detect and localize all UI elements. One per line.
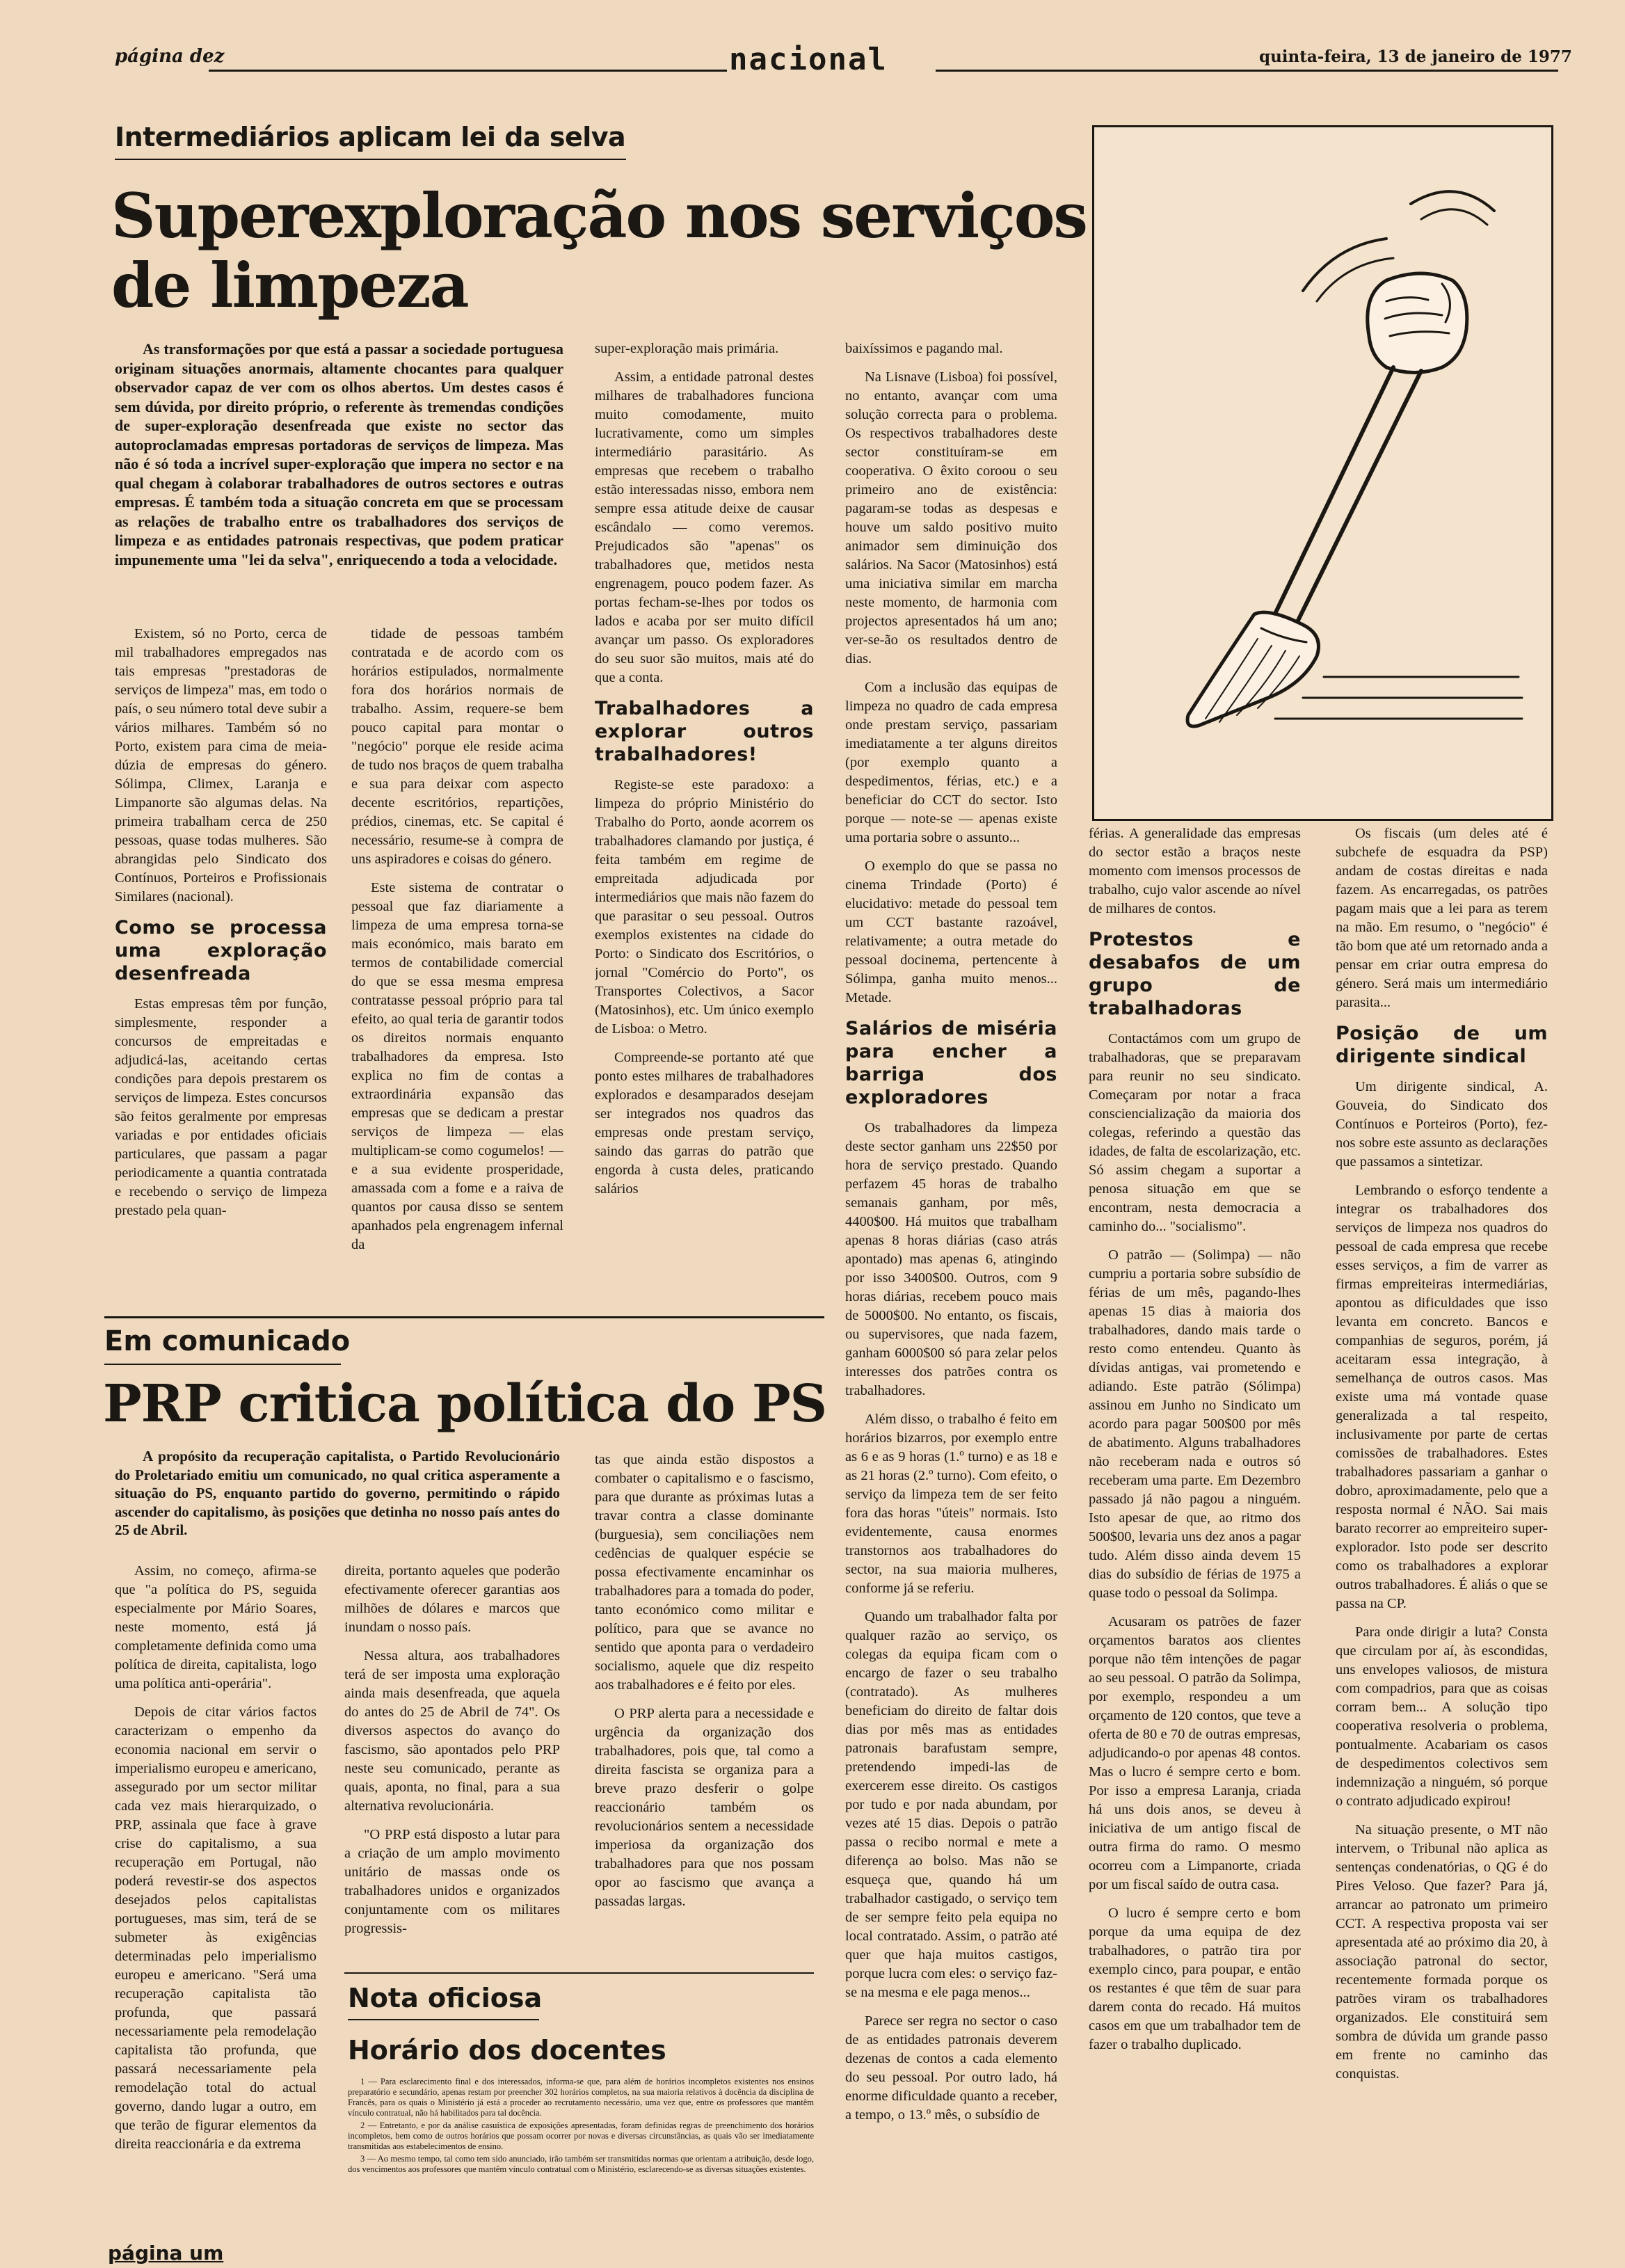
article2-lead: A propósito da recuperação capitalista, o Partido Revolucionário do Proletariado emitiu um comunicado, no qual critica asperamente a situação do PS, enquanto partido do governo, permitindo o rápido ascender do capitalismo, às posições que detinha no nosso país antes do 25 de Abril. (115, 1448, 560, 1538)
article-kicker: Intermediários aplicam lei da selva (115, 122, 626, 152)
article-column-2: tidade de pessoas também contratada e de acordo com os horários estipulados, normalmente fora dos horários normais de trabalho. Assim, requere-se bem pouco capital para montar o "negócio" porque ele reside acima de tudo nos braços de quem trabalha e sua para deixar com aspecto decente escritórios, repartições, prédios, cinemas, etc. Se capital é necessário, resume-se à compra de uns aspiradores e coisas do género. Este sistema de contratar o pessoal que faz diariamente a limpeza de uma empresa torna-se mais económico, mais barato em termos de contabilidade comercial do que se essa mesma empresa contratasse pessoal próprio para tal efeito, ao qual teria de garantir todos os direitos normais enquanto trabalhadores da empresa. Isto explica no fim de contas a extraordinária expansão das empresas que se dedicam a prestar serviços de limpeza — elas multiplicam-se como cogumelos! — e a sua evidente prosperidade, amassada com a fome e a raiva de quantos por causa disso se sentem apanhados pela engrenagem infernal da (351, 626, 563, 1252)
article-column-5: férias. A generalidade das empresas do sector estão a braços neste momento com imensos processos de trabalho, cujo valor ascende ao nível de milhares de contos. Protestos e desabafos de um grupo de trabalhadoras Contactámos com um grupo de trabalhadoras, que se preparavam para reunir no seu sindicato. Começaram por notar a fraca consciencialização da maioria dos colegas, referindo a questão das idades, de falta de escolarização, etc. Só assim chegam a suportar a penosa situação em que se encontram, nesta democracia a caminho do... "socialismo". O patrão — (Solimpa) — não cumpriu a portaria sobre subsídio de férias de um mês, pagando-lhes apenas 15 dias à maioria dos trabalhadores, dando mais tarde o resto como entendeu. Quanto às dívidas antigas, vai prometendo e adiando. Este patrão (Sólimpa) assinou em Junho no Sindicato um acordo para pagar 500$00 por mês de abatimento. Alguns trabalhadores não receberam nada e outros só receberam uma parte. Em Dezembro passado já não pagou a ninguém. Isto apesar de que, ao ritmo dos 500$00, levaria uns dez anos a pagar tudo. Além disso ainda devem 15 dias do subsídio de férias de 1975 a quase todo o pessoal da Solimpa. Acusaram os patrões de fazer orçamentos baratos aos clientes porque não têm intenções de pagar ao seu pessoal. O patrão da Solimpa, por exemplo, respondeu a um orçamento de 120 contos, que teve a oferta de 80 e 70 de outras empresas, adjudicando-o por apenas 48 contos. Mas o lucro é sempre certo e bom. Por isso a empresa Laranja, criada há uns dois anos, se deveu à iniciativa de um antigo fiscal de outra firma do ramo. O mesmo ocorreu com a Limpanorte, criada por um fiscal saído de outra casa. O lucro é sempre certo e bom porque da uma equipa de dez trabalhadores, o patrão tira por exemplo cinco, para poupar, e então os restantes é que têm de suar para darem conta do recado. Há muitos casos em que um trabalhador tem de fazer o trabalho duplicado. (1089, 826, 1301, 2052)
header-rule-left (209, 70, 727, 72)
article2-title: PRP critica política do PS (103, 1374, 827, 1434)
title-line-2: de limpeza (111, 249, 468, 321)
illustration-frame (1092, 125, 1553, 821)
jump-label: página um (108, 2242, 224, 2265)
article-column-4: baixíssimos e pagando mal. Na Lisnave (Lisboa) foi possível, no entanto, avançar com uma solução correcta para o problema. Os respectivos trabalhadores deste sector constituíram-se em cooperativa. O êxito coroou o seu primeiro ano de existência: pagaram-se todas as despesas e houve um saldo positivo muito animador sem diminuição dos salários. Na Sacor (Matosinhos) está uma iniciativa similar em marcha neste momento, de harmonia com projectos apresentados há um ano; ver-se-ão os resultados dentro de dias. Com a inclusão das equipas de limpeza no quadro de cada empresa onde prestam serviço, passariam imediatamente a ter alguns direitos (por exemplo quanto a despedimentos, férias, etc.) e a beneficiar do CCT do sector. Isto porque — note-se — apenas existe uma portaria sobre o assunto... O exemplo do que se passa no cinema Trindade (Porto) é elucidativo: metade do pessoal tem um CCT bastante razoável, relativamente; a outra metade do pessoal docinema, pertencente à Sólimpa, ganha muito menos... Metade. Salários de miséria para encher a barriga dos exploradores Os trabalhadores da limpeza deste sector ganham uns 22$50 por hora de serviço prestado. Quando perfazem 45 horas de trabalho semanais ganham, por mês, 4400$00. Há muitos que trabalham apenas 8 horas diárias (caso atrás apontado) mas apenas 6, atingindo por isso 3400$00. Outros, com 9 horas diárias, recebem pouco mais de 5000$00. No entanto, os fiscais, ou supervisores, que nada fazem, ganham 6000$00 só para zelar pelos interesses dos patrões contra os trabalhadores. Além disso, o trabalho é feito em horários bizarros, por exemplo entre as 6 e as 9 horas (1.º turno) e as 18 e as 21 horas (2.º turno). Com efeito, o serviço da limpeza tem de ser feito fora das horas "úteis" normais. Isto evidentemente, causa enormes transtornos aos trabalhadores do sector, na sua maioria mulheres, conforme já se referiu. Quando um trabalhador falta por qualquer razão ao serviço, os colegas da equipa ficam com o encargo de fazer o seu trabalho (contratado). As mulheres beneficiam do direito de faltar dois dias por mês mas as entidades patronais barafustam sempre, pretendendo impedi-las de exercerem esse direito. Os castigos por tudo e por nada abundam, por vezes até 15 dias. Depois o patrão passa o recibo normal e mete a diferença ao bolso. Mas não se esqueça que, quando há um trabalhador castigado, o serviço tem de ser sempre feito pela equipa no local contratado. Assim, o patrão até quer que haja muitos castigos, porque lucra com eles: o serviço faz-se na mesma e ele paga menos... Parece ser regra no sector o caso de as entidades patronais deverem dezenas de contos a cada elemento do seu pessoal. Por outro lado, há enorme dificuldade quanto a receber, a tempo, o 13.º mês, o subsídio de (845, 341, 1057, 2123)
kicker-underline (115, 159, 626, 160)
article2-kicker: Em comunicado (104, 1325, 351, 1357)
article-separator (104, 1316, 824, 1318)
issue-date: quinta-feira, 13 de janeiro de 1977 (1259, 47, 1572, 66)
article2-column-3: tas que ainda estão dispostos a combater o capitalismo e o fascismo, para que durante as próximas lutas a travar contra a classe dominante (burguesia), sem conciliações nem cedências de qualquer espécie se possa efectivamente encaminhar os trabalhadores para a tomada do poder, tanto económico como militar e político, para que se avance no sentido que aponta para o verdadeiro socialismo, aquele que diz respeito aos trabalhadores e é feito por eles. O PRP alerta para a necessidade e urgência da organização dos trabalhadores, pois que, tal como a direita fascista se organiza para a breve prazo desferir o golpe reaccionário também os revolucionários sentem a necessidade imperiosa da organização dos trabalhadores para que nos possam opor ao fascismo que avança a passadas largas. (595, 1452, 814, 1909)
title-line-1: Superexploração nos serviços (111, 179, 1087, 252)
article3-kicker: Nota oficiosa (348, 1983, 543, 2013)
article3-notes: 1 — Para esclarecimento final e dos interessados, informa-se que, para além de horários incompletos existentes nos ensinos preparatório e secundário, apenas restam por preencher 302 horários completos, na sua maioria relativos à docência da disciplina de Francês, para os quais o Ministério já está a proceder ao recrutamento necessário, uma vez que, entre os professores que mantêm vínculo contratual, não há habilitados para tal docência. 2 — Entretanto, e por da análise casuística de exposições apresentadas, foram definidas regras de preenchimento dos horários incompletos, bem como de outros horários que possam ocorrer por novas e diversas circunstâncias, as quais vão ser imediatamente transmitidas aos estabelecimentos de ensino. 3 — Ao mesmo tempo, tal como tem sido anunciado, irão também ser transmitidas normas que orientam a atribuição, desde logo, dos vencimentos aos professores que mantêm vínculo contratual com o Ministério, esclarecendo-se as diversas situações existentes. (348, 2077, 814, 2174)
article2-kicker-underline (104, 1364, 341, 1365)
article2-column-1: Assim, no começo, afirma-se que "a política do PS, seguida especialmente por Mário Soares, neste momento, está já completamente definida como uma política de direita, capitalista, logo uma política anti-operária". Depois de citar vários factos caracterizam o empenho da economia nacional em servir o imperialismo europeu e americano, assegurado por um sector militar cada vez mais hierarquizado, o PRP, assinala que face à grave crise do capitalismo, a sua recuperação em Portugal, não poderá revestir-se dos aspectos desejados pelos capitalistas portugueses, mas sim, terá de se submeter às exigências determinadas pelo imperialismo europeu e americano. "Será uma recuperação capitalista tão profunda, que passará necessariamente pela remodelação capitalista tão profunda, que passará necessariamente pela remodelação total do actual governo, dando lugar a outro, em que terão de figurar elementos da direita reaccionária e da extrema (115, 1563, 317, 2152)
article-column-3: super-exploração mais primária. Assim, a entidade patronal destes milhares de trabalhadores funciona muito comodamente, muito lucrativamente, como um simples intermediário parasitário. As empresas que recebem o trabalho estão interessadas nisso, embora nem sempre essa atitude deixe de causar escândalo — como veremos. Prejudicados são "apenas" os trabalhadores que, metidos nesta engrenagem, pouco podem fazer. As portas fecham-se-lhes por todos os lados e acaba por ser muito difícil avançar um passo. Os exploradores do seu suor são muitos, mais até do que a conta. Trabalhadores a explorar outros trabalhadores! Registe-se este paradoxo: a limpeza do próprio Ministério do Trabalho do Porto, aonde acorrem os trabalhadores clamando por justiça, é feita também em regime de empreitada adjudicada por intermediários que mais não fazem do que parasitar o seu pessoal. Outros exemplos existentes na cidade do Porto: o Sindicato dos Escritórios, o jornal "Comércio do Porto", os Transportes Colectivos, a Sacor (Matosinhos), etc. Um único exemplo de Lisboa: o Metro. Compreende-se portanto até que ponto estes milhares de trabalhadores explorados e desamparados desejam ser integrados nos quadros das empresas onde prestam serviço, saindo das garras do patrão que engorda à custa deles, praticando salários (595, 341, 814, 1197)
article3-kicker-underline (348, 2019, 539, 2020)
article2-column-2: direita, portanto aqueles que poderão efectivamente oferecer garantias aos milhões de dólares e marcos que inundam o nosso país. Nessa altura, aos trabalhadores terá de ser imposta uma exploração ainda mais desenfreada, que aquela do antes do 25 de Abril de 74". Os diversos aspectos do avanço do fascismo, são apontados pelo PRP neste seu comunicado, perante as quais, aponta, no final, para a sua alternativa revolucionária. "O PRP está disposto a lutar para a criação de um amplo movimento unitário de massas onde os trabalhadores unidos e organizados conjuntamente com os militares progressis- (344, 1563, 560, 1936)
header-rule-right (936, 70, 1558, 72)
page-label: página dez (115, 46, 225, 67)
section-name: nacional (729, 42, 888, 77)
article3-top-rule (344, 1972, 814, 1974)
article-column-1: Existem, só no Porto, cerca de mil trabalhadores empregados nas tais empresas "prestadoras de serviços de limpeza" mas, em todo o país, o seu número total deve subir a vários milhares. Também só no Porto, existem para cima de meia-dúzia de empresas do género. Sólimpa, Climex, Laranja e Limpanorte são algumas delas. Na primeira trabalham cerca de 250 pessoas, quase todas mulheres. São abrangidas pelo Sindicato dos Contínuos, Porteiros e Profissionais Similares (nacional). Como se processa uma exploração desenfreada Estas empresas têm por função, simplesmente, responder a concursos de empreitadas e adjudicá-las, aceitando certas condições para depois prestarem os serviços de limpeza. Estes concursos são feitos geralmente por empresas variadas e por entidades oficiais particulares, que passam a pagar periodicamente a quantia contratada e recebendo o serviço de limpeza prestado pela quan- (115, 626, 327, 1218)
article-title (111, 181, 1087, 320)
fist-broom-illustration-icon (1094, 127, 1551, 819)
article3-title: Horário dos docentes (348, 2035, 666, 2066)
article-lead: As transformações por que está a passar a sociedade portuguesa originam situações anormais, altamente chocantes para qualquer observador capaz de ver com os olhos abertos. Um destes casos é sem dúvida, por direito próprio, o referente às tremendas condições de super-exploração desenfreada que existe no sector das autoproclamadas empresas portadoras de serviços de limpeza. Mas não é só toda a incrível super-exploração que impera no sector e na qual chegam à colaborar trabalhadores de outros sectores e outras empresas. É também toda a situação concreta em que se processam as relações de trabalho entre os trabalhadores dos serviços de limpeza e as entidades patronais respectivas, que podem praticar impunemente uma "lei da selva", enriquecendo a toda a velocidade. (115, 340, 563, 568)
article-column-6: Os fiscais (um deles até é subchefe de esquadra da PSP) andam de costas direitas e nada fazem. As encarregadas, os patrões pagam mais que a lei para as terem na mão. Em resumo, o "negócio" é tão bom que até um retornado anda a pensar em criar outra empresa do género. Será mais um intermediário parasita... Posição de um dirigente sindical Um dirigente sindical, A. Gouveia, do Sindicato dos Contínuos e Porteiros (Porto), fez-nos sobre este assunto as declarações que passamos a sintetizar. Lembrando o esforço tendente a integrar os trabalhadores dos serviços de limpeza nos quadros do pessoal de cada empresa que recebe esses serviços, a fim de varrer as firmas empreiteiras intermediárias, apontou as dificuldades que isso levanta em concreto. Bancos e companhias de seguros, porém, já aceitaram essa integração, à semelhança de outros casos. Mas existe uma má vontade quase generalizada a tal respeito, inclusivamente por parte de certas comissões de trabalhadores. Estes trabalhadores passariam a ganhar o dobro, aproximadamente, pelo que a resposta normal é NÃO. Sai mais barato recorrer ao empreiteiro super-explorador. Isto pode ser descrito como os trabalhadores a explorar outros trabalhadores. É aliás o que se passa na CP. Para onde dirigir a luta? Consta que circulam por aí, às escondidas, uns envelopes valiosos, de mistura com compadrios, para que as coisas corram bem... A solução tipo cooperativa resolveria o problema, pontualmente. Acabariam os casos de despedimentos colectivos sem indemnização a ninguém, só porque o contrato adjudicado expirou! Na situação presente, o MT não intervem, o Tribunal não aplica as sentenças condenatórias, o QG é do Pires Veloso. Que fazer? Para já, arrancar ao patronato um primeiro CCT. A respectiva proposta vai ser apresentada até ao próximo dia 20, à associação patronal do sector, recentemente formada porque os patrões viram os trabalhadores organizados. Ele constituirá sem sombra de dúvida um grande passo em frente no caminho das conquistas. (1336, 826, 1548, 2082)
